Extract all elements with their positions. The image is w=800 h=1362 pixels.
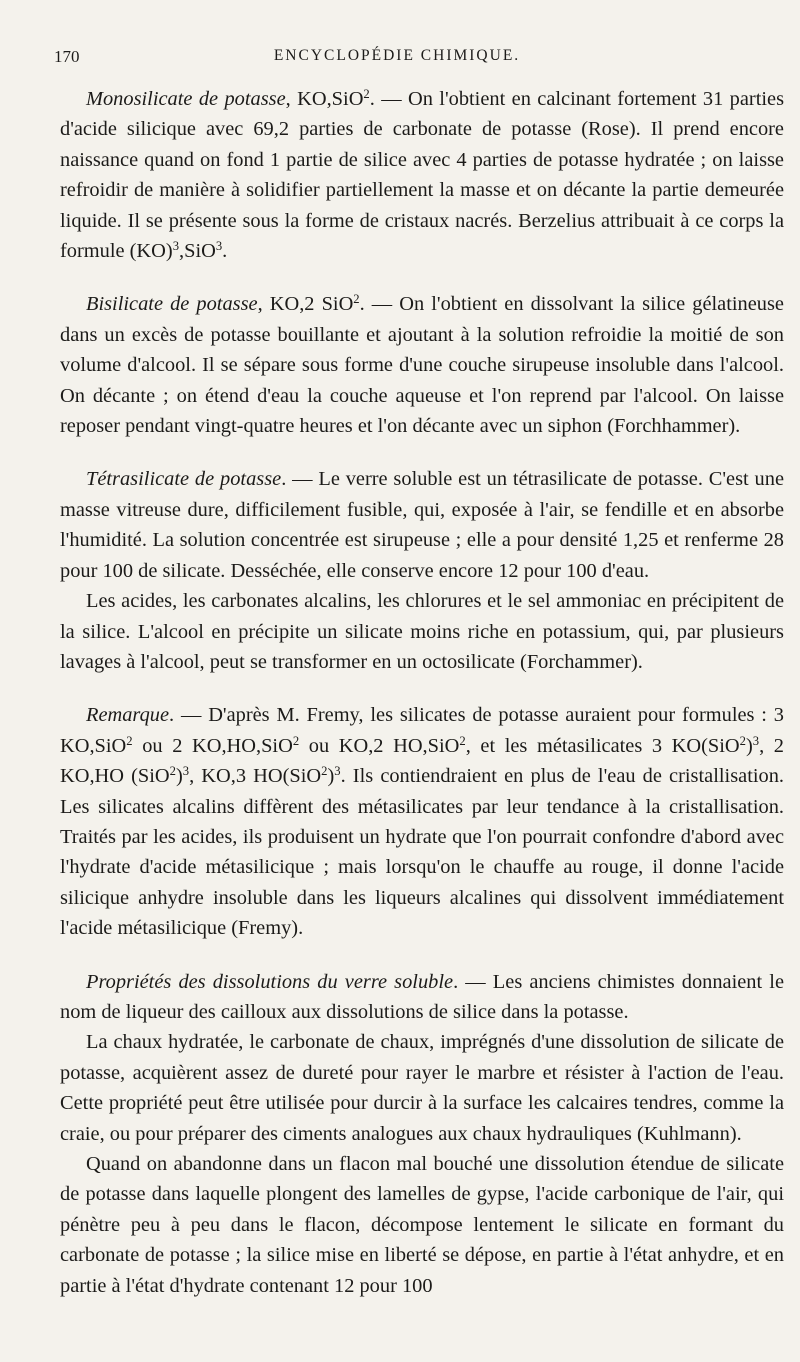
paragraph-chaux: La chaux hydratée, le carbonate de chaux, imprégnés d'une dissolution de silicate de potasse, acquièrent assez de dureté pour rayer le marbre et résister à l'action de l'eau. Cette propriété peut être utilisée pour durcir à la surface les calcaires tendres, comme la craie, ou pour préparer des ciments analogues aux chaux hydrauliques (Kuhlmann). <box>60 1031 784 1145</box>
section-title: Tétrasilicate de potasse <box>86 468 282 491</box>
section-title: Propriétés des dissolutions du verre soluble <box>86 970 454 993</box>
section-title: Remarque <box>86 704 170 727</box>
paragraph-acides: Les acides, les carbonates alcalins, les chlorures et le sel ammoniac en précipitent de la silice. L'alcool en précipite un silicate moins riche en potassium, qui, par plusieurs lavages à l'alcool, peut se transformer en un octosilicate (Forchammer). <box>60 590 784 673</box>
page-body <box>60 84 784 1301</box>
paragraph-bisilicate: Bisilicate de potasse, KO,2 SiO$^2$. — On l'obtient en dissolvant la silice gélatineuse dans un excès de potasse bouillante et ajoutant à la solution refroidie la moitié de son volume d'alcool. Il se sépare sous forme d'une couche sirupeuse insoluble dans l'alcool. On décante ; on étend d'eau la couche aqueuse et l'on reprend par l'alcool. On laisse reposer pendant vingt-quatre heures et l'on décante avec un siphon (Forchhammer). <box>60 292 784 438</box>
page-number: 170 <box>54 47 80 66</box>
paragraph-tetrasilicate: Tétrasilicate de potasse. — Le verre soluble est un tétrasilicate de potasse. C'est une masse vitreuse dure, difficilement fusible, qui, exposée à l'air, se fendille et en absorbe l'humidité. La solution concentrée est sirupeuse ; elle a pour densité 1,25 et renferme 28 pour 100 de silicate. Desséchée, elle conserve encore 12 pour 100 d'eau. <box>60 468 784 582</box>
page-header <box>54 47 780 73</box>
paragraph-flacon: Quand on abandonne dans un flacon mal bouché une dissolution étendue de silicate de potasse dans laquelle plongent des lamelles de gypse, l'acide carbonique de l'air, qui pénètre peu à peu dans le flacon, décompose lentement le silicate en formant du carbonate de potasse ; la silice mise en liberté se dépose, en partie à l'état anhydre, et en partie à l'état d'hydrate contenant 12 pour 100 <box>60 1153 784 1297</box>
section-title: Monosilicate de potasse <box>86 88 286 110</box>
running-title: ENCYCLOPÉDIE CHIMIQUE. <box>273 47 521 64</box>
paragraph-monosilicate: Monosilicate de potasse, KO,SiO$^2$. — On l'obtient en calcinant fortement 31 parties d'acide silicique avec 69,2 parties de carbonate de potasse (Rose). Il prend encore naissance quand on fond 1 partie de silice avec 4 parties de potasse hydratée ; on laisse refroidir de manière à solidifier partiellement la masse et on décante la partie demeurée liquide. Il se présente sous la forme de cristaux nacrés. Berzelius attribuait à ce corps la formule (KO)$^3$,SiO$^3$. <box>60 87 785 263</box>
paragraph-remarque: Remarque. — D'après M. Fremy, les silicates de potasse auraient pour formules : 3 KO,SiO$^2$ ou 2 KO,HO,SiO$^2$ ou KO,2 HO,SiO$^2$, et les métasilicates 3 $KO(SiO^2)^3$, 2 KO,HO $(SiO^2)^3$, KO,3 $HO(SiO^2)^3$. Ils contiendraient en plus de l'eau de cristallisation. Les silicates alcalins diffèrent des métasilicates par leur tendance à la cristallisation. Traités par les acides, ils produisent un hydrate que l'on pourrait confondre d'abord avec l'hydrate d'acide métasilicique ; mais lorsqu'on le chauffe au rouge, il donne l'acide silicique anhydre insoluble dans les liqueurs alcalines qui dissolvent immédiatement l'acide métasilicique (Fremy). <box>60 704 785 940</box>
paragraph-proprietes: Propriétés des dissolutions du verre soluble. — Les anciens chimistes donnaient le nom de liqueur des cailloux aux dissolutions de silice dans la potasse. <box>60 970 784 1023</box>
section-title: Bisilicate de potasse <box>86 293 258 316</box>
